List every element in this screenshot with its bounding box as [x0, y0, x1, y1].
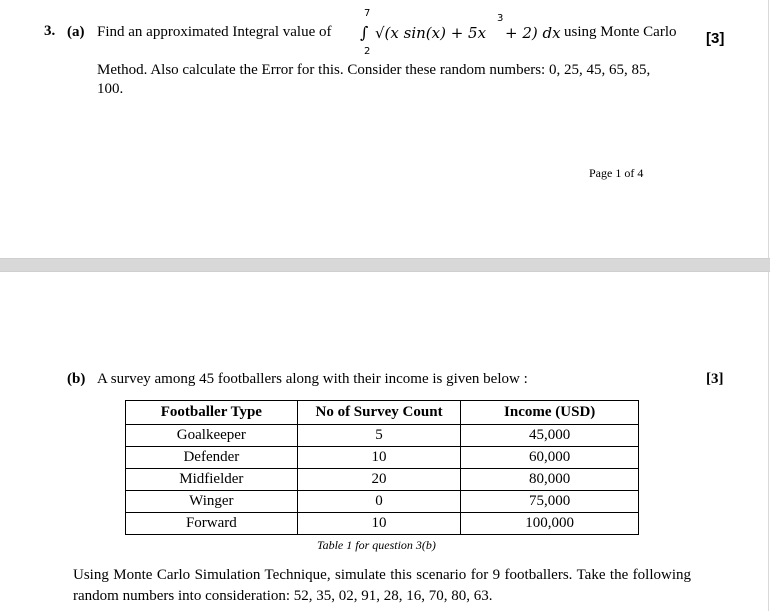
part-b-label: (b): [67, 371, 86, 387]
table-cell: 20: [297, 469, 461, 491]
question-3b-intro: A survey among 45 footballers along with their income is given below :: [97, 371, 528, 387]
question-number: 3.: [44, 23, 56, 39]
table-header-cell: Footballer Type: [126, 401, 298, 425]
table-cell: 0: [297, 491, 461, 513]
table-cell: 80,000: [461, 469, 639, 491]
table-cell: Forward: [126, 513, 298, 535]
integral-limits: [357, 8, 373, 58]
table-cell: Goalkeeper: [126, 425, 298, 447]
table-header-row: [126, 401, 639, 425]
table-row: [126, 491, 639, 513]
integral-sign: ∫: [360, 23, 369, 42]
question-3a-line-2: Method. Also calculate the Error for this. Consider these random numbers: 0, 25, 45, 65, 85,: [97, 62, 651, 78]
table-cell: 100,000: [461, 513, 639, 535]
table-caption: Table 1 for question 3(b): [317, 538, 436, 552]
table-cell: 45,000: [461, 425, 639, 447]
table-cell: Defender: [126, 447, 298, 469]
table-cell: Winger: [126, 491, 298, 513]
table-header-cell: No of Survey Count: [297, 401, 461, 425]
table-cell: 10: [297, 447, 461, 469]
integrand-exponent: 3: [497, 13, 504, 24]
integrand-expression: √(x sin(x) + 5x: [375, 24, 487, 42]
table-row: [126, 447, 639, 469]
marks-3a: [3]: [706, 30, 725, 47]
table-cell: 60,000: [461, 447, 639, 469]
table-header-cell: Income (USD): [461, 401, 639, 425]
document-page-2: [0, 272, 769, 611]
integral-upper-limit: 7: [364, 8, 371, 19]
page-separator: [0, 258, 770, 272]
survey-table: [125, 400, 639, 535]
table-cell: 10: [297, 513, 461, 535]
integrand-tail: + 2) dx: [505, 24, 561, 42]
table-row: [126, 469, 639, 491]
question-3a-trailing-text: using Monte Carlo: [564, 24, 677, 40]
page-number: Page 1 of 4: [589, 166, 644, 180]
part-a-label: (a): [67, 24, 85, 40]
question-3b-paragraph: Using Monte Carlo Simulation Technique, simulate this scenario for 9 footballers. Take the following random numbers into consideration: 52, 35, 02, 91, 28, 16, 70, 80, 63.: [73, 567, 691, 604]
document-page-1: [0, 0, 769, 258]
marks-3b: [3]: [706, 371, 724, 387]
table-row: [126, 513, 639, 535]
question-3a-lead-text: Find an approximated Integral value of: [97, 24, 332, 40]
integral-lower-limit: 2: [364, 46, 371, 57]
table-cell: 75,000: [461, 491, 639, 513]
question-3a-line-3: 100.: [97, 81, 124, 97]
table-row: [126, 425, 639, 447]
table-cell: 5: [297, 425, 461, 447]
table-cell: Midfielder: [126, 469, 298, 491]
